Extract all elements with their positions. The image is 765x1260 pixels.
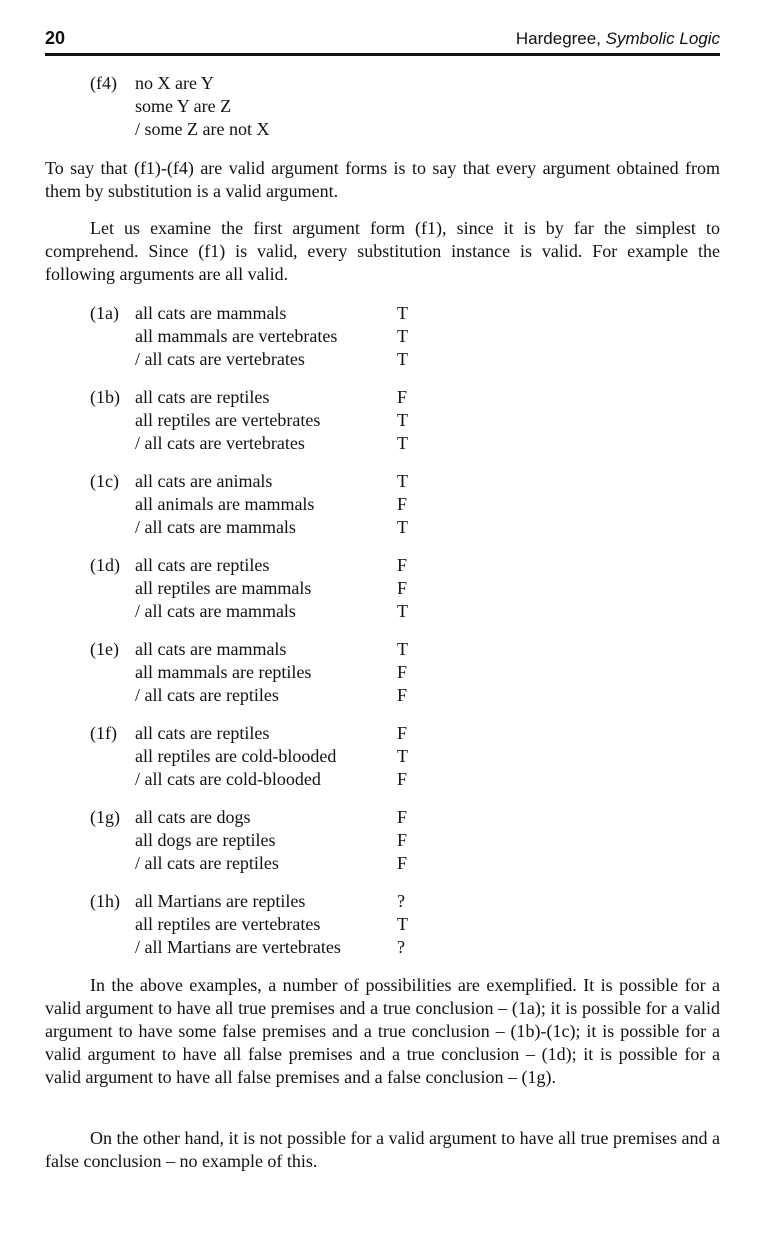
running-title: [516, 29, 720, 49]
header-rule: [45, 53, 720, 56]
premise-2: all dogs are reptiles: [135, 830, 276, 850]
premise-1: all cats are dogs: [135, 807, 251, 827]
example-1c: [90, 470, 430, 539]
paragraph-2: [45, 217, 720, 286]
premise-2: all reptiles are vertebrates: [135, 410, 321, 430]
truth-value: T: [397, 746, 408, 766]
premise-2: all mammals are vertebrates: [135, 326, 338, 346]
truth-value: F: [397, 662, 408, 682]
conclusion: / all Martians are vertebrates: [135, 937, 341, 957]
example-label: (1c): [90, 471, 119, 491]
conclusion: / all cats are reptiles: [135, 685, 279, 705]
example-1d: [90, 554, 430, 623]
truth-value: T: [397, 349, 408, 369]
truth-value: F: [397, 807, 408, 827]
example-label: (1g): [90, 807, 120, 827]
example-label: (1b): [90, 387, 120, 407]
author-name: Hardegree,: [515, 29, 606, 48]
premise-1: all cats are mammals: [135, 639, 287, 659]
book-title: Symbolic Logic: [605, 29, 720, 48]
truth-value: T: [397, 471, 408, 491]
truth-value: T: [397, 601, 408, 621]
truth-value: F: [397, 723, 408, 743]
example-1g: [90, 806, 430, 875]
example-1a: [90, 302, 430, 371]
truth-value: T: [397, 410, 408, 430]
premise-2: all reptiles are vertebrates: [135, 914, 321, 934]
example-1e: [90, 638, 430, 707]
conclusion: / all cats are vertebrates: [135, 433, 305, 453]
paragraph-text: On the other hand, it is not possible for a valid argument to have all true premises and a false conclusion – no example of this.: [45, 1128, 721, 1171]
paragraph-text: In the above examples, a number of possibilities are exemplified. It is possible for a valid argument to have all true premises and a true conclusion – (1a); it is possible for a valid argument to have some false premises and a true conclusion – (1b)-(1c); it is possible for a valid argument to have all false premises and a true conclusion – (1d); it is possible for a valid argument to have all false premises and a false conclusion – (1g).: [45, 975, 720, 1087]
conclusion: / all cats are mammals: [135, 601, 296, 621]
paragraph-1: [45, 157, 720, 203]
truth-value: F: [397, 830, 408, 850]
premise-1: all Martians are reptiles: [135, 891, 306, 911]
truth-value: T: [397, 433, 408, 453]
conclusion: / all cats are mammals: [135, 517, 296, 537]
premise-1: all cats are reptiles: [135, 555, 270, 575]
premise-1: all cats are mammals: [135, 303, 287, 323]
conclusion: / all cats are vertebrates: [135, 349, 305, 369]
premise-2: some Y are Z: [135, 96, 232, 116]
page-number: 20: [45, 28, 66, 48]
running-header: [45, 28, 720, 52]
truth-value: F: [397, 387, 408, 407]
paragraph-text: Let us examine the first argument form (f1), since it is by far the simplest to comprehend. Since (f1) is valid, every substitution instance is valid. For example the following arguments are all valid.: [45, 218, 720, 284]
truth-value: F: [397, 555, 408, 575]
form-label: (f4): [90, 73, 117, 93]
example-1h: [90, 890, 430, 959]
truth-value: T: [397, 517, 408, 537]
example-label: (1f): [90, 723, 117, 743]
truth-value: T: [397, 326, 408, 346]
paragraph-text: To say that (f1)-(f4) are valid argument forms is to say that every argument obtained from them by substitution is a valid argument.: [45, 158, 720, 201]
truth-value: F: [397, 853, 408, 873]
conclusion: / all cats are reptiles: [135, 853, 279, 873]
truth-value: T: [397, 303, 408, 323]
truth-value: T: [397, 639, 408, 659]
premise-1: all cats are animals: [135, 471, 273, 491]
conclusion: / some Z are not X: [135, 119, 270, 139]
example-label: (1h): [90, 891, 120, 911]
argument-form-f4: [90, 72, 390, 141]
premise-1: all cats are reptiles: [135, 387, 270, 407]
example-1f: [90, 722, 430, 791]
example-label: (1d): [90, 555, 120, 575]
truth-value: F: [397, 578, 408, 598]
paragraph-4: [45, 1127, 720, 1173]
truth-value: F: [397, 494, 408, 514]
truth-value: T: [397, 914, 408, 934]
conclusion: / all cats are cold-blooded: [135, 769, 321, 789]
example-1b: [90, 386, 430, 455]
truth-value: F: [397, 685, 408, 705]
example-label: (1a): [90, 303, 119, 323]
premise-2: all reptiles are cold-blooded: [135, 746, 337, 766]
truth-value: ?: [397, 891, 405, 911]
truth-value: F: [397, 769, 408, 789]
truth-value: ?: [397, 937, 405, 957]
premise-1: all cats are reptiles: [135, 723, 270, 743]
paragraph-3: [45, 974, 720, 1089]
example-label: (1e): [90, 639, 119, 659]
premise-2: all mammals are reptiles: [135, 662, 312, 682]
premise-2: all animals are mammals: [135, 494, 315, 514]
premise-2: all reptiles are mammals: [135, 578, 312, 598]
premise-1: no X are Y: [135, 73, 214, 93]
